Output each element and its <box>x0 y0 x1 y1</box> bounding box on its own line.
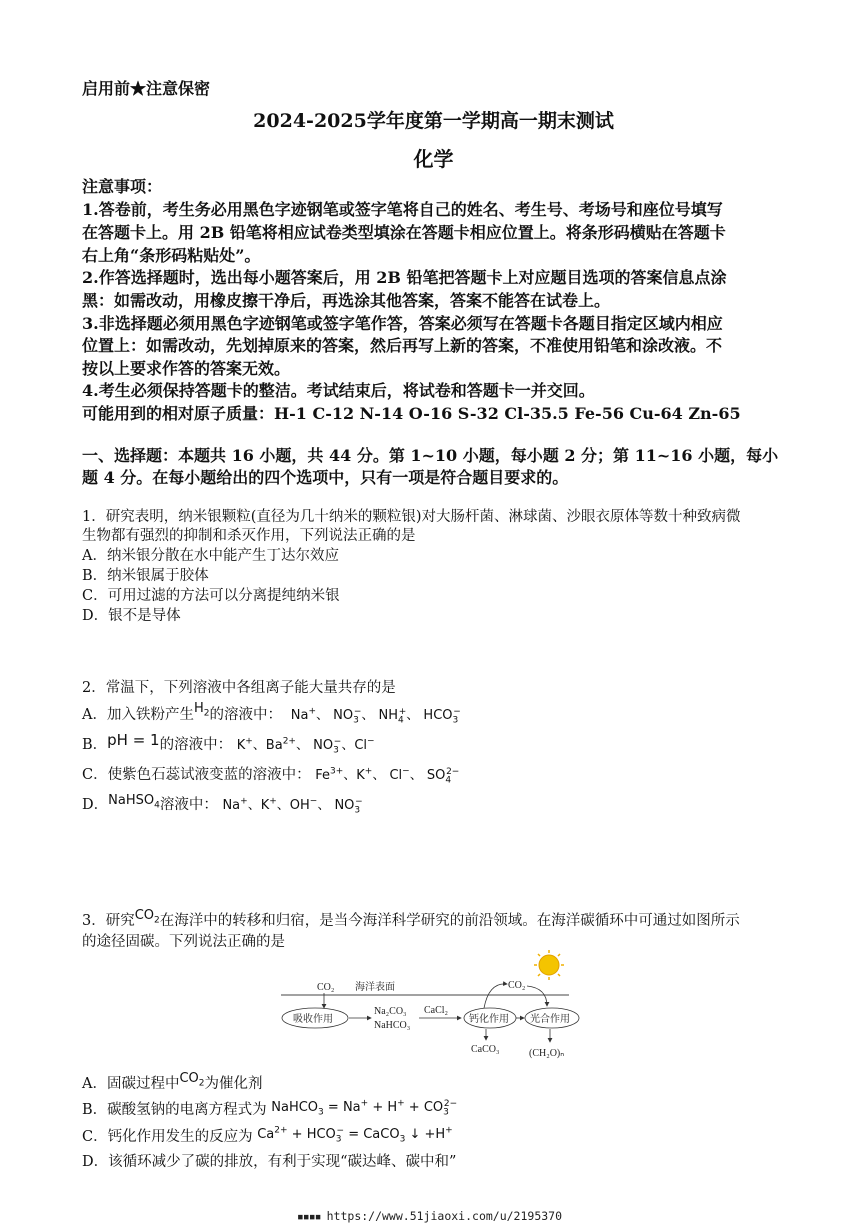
question-2-option-c <box>82 763 459 786</box>
question-1-option-c: C．可用过滤的方法可以分离提纯纳米银 <box>82 588 340 604</box>
question-1-stem: 1．研究表明，纳米银颗粒(直径为几十纳米的颗粒银)对大肠杆菌、淋球菌、沙眼衣原体等数十种致病微 <box>82 509 741 525</box>
stem-text: 3．研究 <box>82 913 135 929</box>
ion-list: Na+、K+、OH−、 $NO_3^-$ <box>222 796 363 816</box>
absorption-label: 吸收作用 <box>293 1014 333 1025</box>
option-text: D． <box>82 797 109 813</box>
stem-text: 在海洋中的转移和归宿，是当今海洋科学研究的前沿领域。在海洋碳循环中可通过如图所示 <box>159 913 740 929</box>
notice-line: 2.作答选择题时，选出每小题答案后，用 2B 铅笔把答题卡上对应题目选项的答案信息点涂 <box>82 268 727 287</box>
option-text: 的溶液中： <box>159 737 233 753</box>
calcification-equation: $Ca^{2+} + HCO_3^-$ = CaCO$_3$ ↓ +H+ <box>257 1125 453 1145</box>
footer-watermark <box>297 1209 562 1223</box>
section-heading: 题 4 分。在每小题给出的四个选项中，只有一项是符合题目要求的。 <box>82 468 569 487</box>
sun-icon <box>534 950 564 980</box>
option-text: A．加入铁粉产生 <box>82 707 194 723</box>
question-2-option-a <box>82 703 461 726</box>
notice-line: 4.考生必须保持答题卡的整洁。考试结束后，将试卷和答题卡一并交回。 <box>82 381 595 400</box>
ionization-equation: NaHCO$_3$ = $Na^+ + H^+ + CO_3^{2-}$ <box>271 1098 458 1118</box>
question-2-option-d <box>82 793 363 816</box>
question-1-option-b: B．纳米银属于胶体 <box>82 568 209 584</box>
question-1-option-a: A．纳米银分散在水中能产生丁达尔效应 <box>82 548 339 564</box>
subject-title: 化学 <box>413 147 454 171</box>
formula-co2: $CO_2$ <box>179 1071 205 1089</box>
cacl2-label: CaCl₂ <box>424 1005 449 1016</box>
section-heading: 一、选择题：本题共 16 小题，共 44 分。第 1~10 小题，每小题 2 分；第 11~16 小题，每小 <box>82 446 779 465</box>
option-text: 的溶液中： <box>209 707 282 723</box>
question-3-option-a <box>82 1072 263 1095</box>
option-text: C．使紫色石蕊试液变蓝的溶液中： <box>82 767 311 783</box>
notice-heading: 注意事项： <box>82 177 163 196</box>
co2-left-label: CO₂ <box>317 982 335 993</box>
notice-line: 右上角“条形码粘贴处”。 <box>82 246 261 265</box>
question-3-option-d: D．该循环减少了碳的排放，有利于实现“碳达峰、碳中和” <box>82 1154 457 1170</box>
confidential-label: 启用前★注意保密 <box>82 79 211 98</box>
option-text: A．固碳过程中 <box>82 1076 180 1092</box>
option-text: 为催化剂 <box>204 1076 263 1092</box>
question-3-option-b <box>82 1098 457 1121</box>
calcification-label: 钙化作用 <box>469 1014 509 1025</box>
question-2-option-b <box>82 733 375 756</box>
formula-ph: pH = 1 <box>107 731 160 749</box>
footer-url[interactable]: https://www.51jiaoxi.com/u/2195370 <box>326 1209 563 1223</box>
notice-line: 黑：如需改动，用橡皮擦干净后，再选涂其他答案，答案不能答在试卷上。 <box>82 291 611 310</box>
option-text: B． <box>82 737 108 753</box>
question-3-stem <box>82 909 740 932</box>
notice-line: 3.非选择题必须用黑色字迹钢笔或签字笔作答，答案必须写在答题卡各题目指定区域内相应 <box>82 314 723 333</box>
notice-line: 在答题卡上。用 2B 铅笔将相应试卷类型填涂在答题卡相应位置上。将条形码横贴在答题卡 <box>82 223 726 242</box>
question-2-stem: 2．常温下，下列溶液中各组离子能大量共存的是 <box>82 680 396 696</box>
notice-line: 1.答卷前，考生务必用黑色字迹钢笔或签字笔将自己的姓名、考生号、考场号和座位号填写 <box>82 200 723 219</box>
formula-co2: $CO_2$ <box>134 908 160 926</box>
caco3-label: CaCO₃ <box>471 1044 500 1055</box>
ocean-surface-label: 海洋表面 <box>355 982 395 993</box>
question-1-option-d: D．银不是导体 <box>82 608 181 624</box>
notice-line: 按以上要求作答的答案无效。 <box>82 359 291 378</box>
option-text: 溶液中： <box>159 797 218 813</box>
nahco3-label: NaHCO₃ <box>374 1020 411 1031</box>
ch2o-label: (CH₂O)ₙ <box>529 1048 565 1059</box>
exam-title: 2024-2025学年度第一学期高一期末测试 <box>253 110 614 132</box>
notice-line: 位置上：如需改动，先划掉原来的答案，然后再写上新的答案，不准使用铅笔和涂改液。不 <box>82 336 723 355</box>
ion-list: K+、$Ba^{2+}$、 $NO_3^-$、Cl− <box>236 736 375 756</box>
photosynthesis-label: 光合作用 <box>530 1014 570 1025</box>
option-text: B．碳酸氢钠的电离方程式为 <box>82 1102 267 1118</box>
atomic-mass-line: 可能用到的相对原子质量：H-1 C-12 N-14 O-16 S-32 Cl-35.5 Fe-56 Cu-64 Zn-65 <box>82 404 741 423</box>
formula-nahso4: NaHSO$_4$ <box>108 793 160 811</box>
footer-mark: ▪▪▪▪ <box>297 1209 327 1223</box>
ion-list: $Fe^{3+}$、K+、 Cl−、 $SO_4^{2-}$ <box>315 766 460 786</box>
ion-list: Na+、 $NO_3^-$、 $NH_4^+$、 $HCO_3^-$ <box>286 706 461 726</box>
ocean-carbon-cycle-diagram <box>279 948 584 1060</box>
co2-right-label: CO₂ <box>508 980 526 991</box>
na2co3-label: Na₂CO₃ <box>374 1006 407 1017</box>
option-text: C．钙化作用发生的反应为 <box>82 1129 253 1145</box>
question-1-stem: 生物都有强烈的抑制和杀灭作用，下列说法正确的是 <box>82 528 416 544</box>
question-3-stem: 的途径固碳。下列说法正确的是 <box>82 934 285 950</box>
question-3-option-c <box>82 1125 453 1148</box>
formula-h2: $H_2$ <box>193 701 210 719</box>
